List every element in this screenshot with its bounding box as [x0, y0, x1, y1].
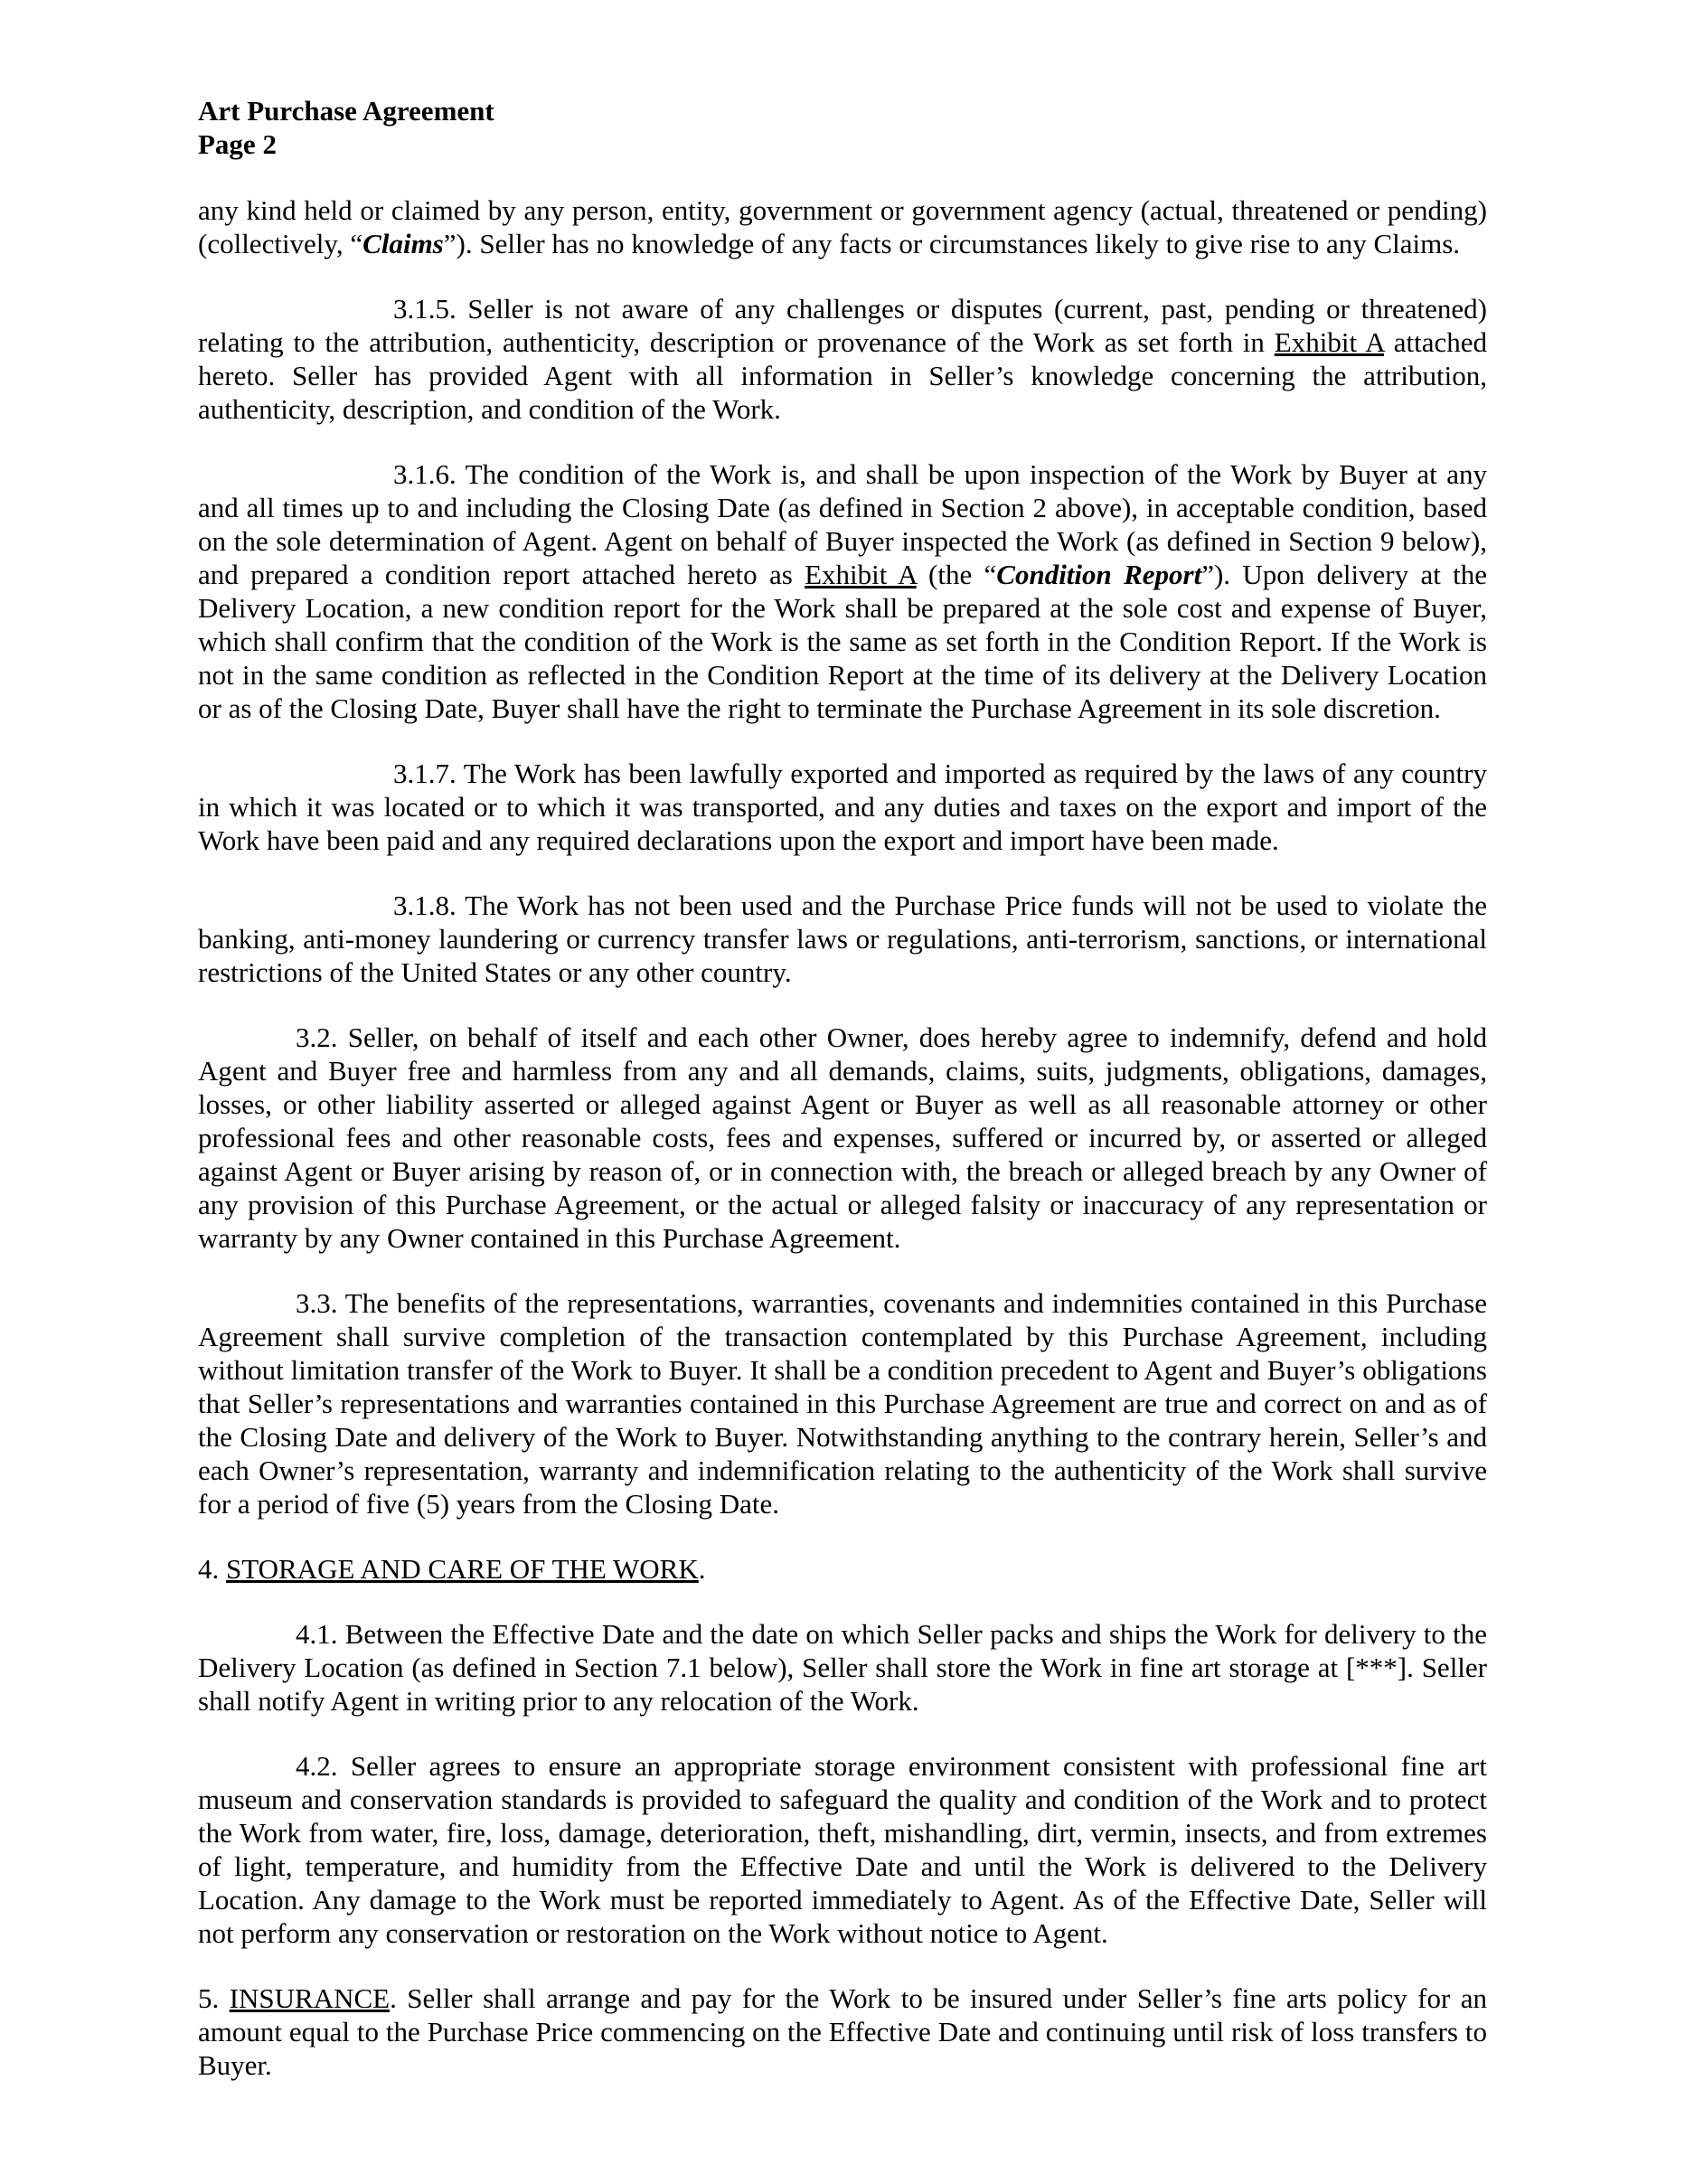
- section-5-title: INSURANCE: [229, 1982, 391, 2014]
- text-run: 3.1.8. The Work has not been used and the Purchase Price funds will not be used to violate the banking, anti-money laundering or currency transfer laws or regulations, anti-terrorism, sanctions, or international restrictions of the United States or any other country.: [198, 890, 1487, 988]
- text-run: 4.1. Between the Effective Date and the date on which Seller packs and ships the Work for delivery to the Delivery Location (as defined in Section 7.1 below), Seller shall store the Work in fine art storage at [***]. Seller shall notify Agent in writing prior to any relocation of the Work.: [198, 1618, 1487, 1717]
- paragraph-5-insurance: [198, 1982, 1487, 2082]
- text-run: .: [698, 1553, 706, 1585]
- text-run: 4.2. Seller agrees to ensure an appropriate storage environment consistent with professional fine art museum and conservation standards is provided to safeguard the quality and condition of the Work and to protect the Work from water, fire, loss, damage, deterioration, theft, mishandling, dirt, vermin, insects, and from extremes of light, temperature, and humidity from the Effective Date and until the Work is delivered to the Delivery Location. Any damage to the Work must be reported immediately to Agent. As of the Effective Date, Seller will not perform any conservation or restoration on the Work without notice to Agent.: [198, 1750, 1487, 1949]
- exhibit-a-reference: Exhibit A: [1274, 326, 1384, 358]
- exhibit-a-reference: Exhibit A: [805, 559, 917, 590]
- text-run: 3.1.6. The condition of the Work is, and shall be upon inspection of the Work by Buyer at any and all times up to and including the Closing Date (as defined in Section 2 above), in acceptable condition, based on the sole determination of Agent. Agent on behalf of Buyer inspected the Work (as defined in Section 9 below), and prepared a condition report attached hereto as: [198, 458, 1487, 590]
- text-run: (the “: [916, 559, 997, 590]
- paragraph-3-1-6: [198, 457, 1487, 725]
- section-4-title: STORAGE AND CARE OF THE WORK: [226, 1553, 699, 1585]
- paragraph-3-1-7: [198, 757, 1487, 857]
- page-number-label: Page 2: [198, 128, 277, 160]
- paragraph-4-1: [198, 1617, 1487, 1718]
- section-4-heading: [198, 1552, 1487, 1586]
- document-body: [198, 193, 1487, 2082]
- defined-term-claims: Claims: [362, 228, 444, 259]
- text-run: 3.3. The benefits of the representations, warranties, covenants and indemnities contained in this Purchase Agreement shall survive completion of the transaction contemplated by this Purchase Agreement, including without limitation transfer of the Work to Buyer. It shall be a condition precedent to Agent and Buyer’s obligations that Seller’s representations and warranties contained in this Purchase Agreement are true and correct on and as of the Closing Date and delivery of the Work to Buyer. Notwithstanding anything to the contrary herein, Seller’s and each Owner’s representation, warranty and indemnification relating to the authenticity of the Work shall survive for a period of five (5) years from the Closing Date.: [198, 1287, 1487, 1520]
- document-title: Art Purchase Agreement: [198, 95, 494, 127]
- text-run: 4.: [198, 1553, 226, 1585]
- text-run: ”). Upon delivery at the Delivery Location, a new condition report for the Work shall be prepared at the sole cost and expense of Buyer, which shall confirm that the condition of the Work is the same as set forth in the Condition Report. If the Work is not in the same condition as reflected in the Condition Report at the time of its delivery at the Delivery Location or as of the Closing Date, Buyer shall have the right to terminate the Purchase Agreement in its sole discretion.: [198, 559, 1488, 724]
- paragraph-3-1-8: [198, 889, 1487, 989]
- text-run: . Seller shall arrange and pay for the Work to be insured under Seller’s fine arts policy for an amount equal to the Purchase Price commencing on the Effective Date and continuing until risk of loss transfers to Buyer.: [198, 1982, 1487, 2081]
- text-run: 3.2. Seller, on behalf of itself and each other Owner, does hereby agree to indemnify, defend and hold Agent and Buyer free and harmless from any and all demands, claims, suits, judgments, obligations, damages, losses, or other liability asserted or alleged against Agent or Buyer as well as all reasonable attorney or other professional fees and other reasonable costs, fees and expenses, suffered or incurred by, or asserted or alleged against Agent or Buyer arising by reason of, or in connection with, the breach or alleged breach by any Owner of any provision of this Purchase Agreement, or the actual or alleged falsity or inaccuracy of any representation or warranty by any Owner contained in this Purchase Agreement.: [198, 1021, 1487, 1254]
- text-run: 3.1.5. Seller is not aware of any challenges or disputes (current, past, pending or threatened) relating to the attribution, authenticity, description or provenance of the Work as set forth in: [198, 293, 1487, 358]
- text-run: any kind held or claimed by any person, entity, government or government agency (actual, threatened or pending) (collectively, “: [198, 194, 1487, 259]
- page-header: [198, 94, 1487, 161]
- paragraph-4-2: [198, 1749, 1487, 1950]
- paragraph-3-2: [198, 1021, 1487, 1255]
- text-run: ”). Seller has no knowledge of any facts or circumstances likely to give rise to any Claims.: [443, 228, 1461, 259]
- defined-term-condition-report: Condition Report: [996, 559, 1202, 590]
- paragraph-3-1-5: [198, 292, 1487, 426]
- text-run: 5.: [198, 1982, 230, 2014]
- paragraph-continuation: [198, 193, 1487, 260]
- text-run: 3.1.7. The Work has been lawfully exported and imported as required by the laws of any country in which it was located or to which it was transported, and any duties and taxes on the export and import of the Work have been paid and any required declarations upon the export and import have been made.: [198, 758, 1487, 856]
- paragraph-3-3: [198, 1286, 1487, 1520]
- text-run: attached hereto. Seller has provided Agent with all information in Seller’s knowledge concerning the attribution, authenticity, description, and condition of the Work.: [198, 326, 1488, 425]
